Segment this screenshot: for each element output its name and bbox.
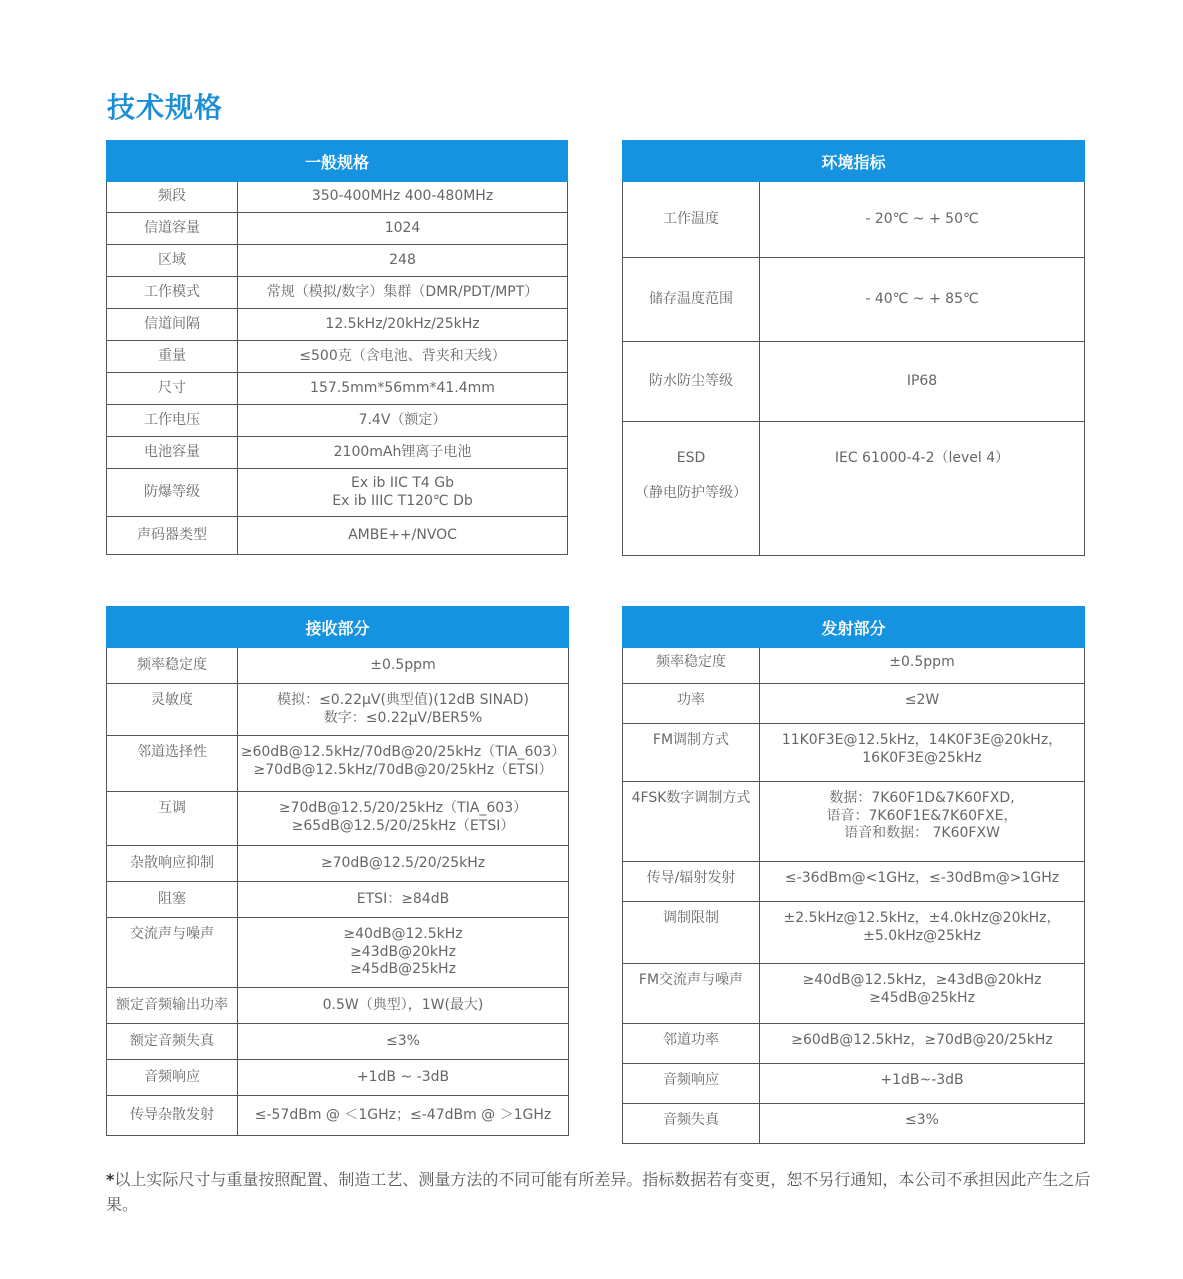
general-row-label: 声码器类型: [107, 517, 238, 555]
receive-specs-table: [106, 606, 569, 1136]
general-row-value: Ex ib IIC T4 Gb Ex ib IIIC T120℃ Db: [238, 469, 568, 517]
environment-row: [623, 258, 1085, 342]
environment-row-value: IP68: [760, 342, 1085, 422]
transmit-row: [623, 1104, 1085, 1144]
receive-row: [107, 648, 569, 684]
receive-row: [107, 792, 569, 846]
general-row-value: 12.5kHz/20kHz/25kHz: [238, 309, 568, 341]
transmit-row-label: 传导/辐射发射: [623, 862, 760, 902]
transmit-row-value: ≤3%: [760, 1104, 1085, 1144]
general-row-label: 电池容量: [107, 437, 238, 469]
transmit-row-value: ≤-36dBm@<1GHz，≤-30dBm@>1GHz: [760, 862, 1085, 902]
transmit-row: [623, 1024, 1085, 1064]
transmit-specs-table: [622, 606, 1085, 1144]
receive-row: [107, 846, 569, 882]
general-row-label: 工作电压: [107, 405, 238, 437]
receive-row-value: ±0.5ppm: [238, 648, 569, 684]
general-row-value: 157.5mm*56mm*41.4mm: [238, 373, 568, 405]
general-row-value: 7.4V（额定）: [238, 405, 568, 437]
receive-row-label: 音频响应: [107, 1060, 238, 1096]
environment-row-label: 工作温度: [623, 182, 760, 258]
general-row: [107, 277, 568, 309]
receive-row-value: ≥40dB@12.5kHz ≥43dB@20kHz ≥45dB@25kHz: [238, 918, 569, 988]
receive-row-label: 额定音频输出功率: [107, 988, 238, 1024]
transmit-row-value: 数据：7K60F1D&7K60FXD, 语音：7K60F1E&7K60FXE， 语音和数据： 7K60FXW: [760, 782, 1085, 862]
footnote-star: *: [106, 1170, 115, 1189]
transmit-row-label: 邻道功率: [623, 1024, 760, 1064]
environment-row-label: 防水防尘等级: [623, 342, 760, 422]
footnote: [106, 1168, 1096, 1218]
environment-specs-header: 环境指标: [623, 141, 1085, 182]
environment-row-label: 储存温度范围: [623, 258, 760, 342]
general-row-label: 信道容量: [107, 213, 238, 245]
transmit-row-value: ≥40dB@12.5kHz，≥43dB@20kHz ≥45dB@25kHz: [760, 964, 1085, 1024]
receive-row: [107, 684, 569, 736]
transmit-row: [623, 902, 1085, 964]
transmit-row: [623, 782, 1085, 862]
receive-row-label: 灵敏度: [107, 684, 238, 736]
general-row-label: 防爆等级: [107, 469, 238, 517]
environment-row: [623, 182, 1085, 258]
receive-row: [107, 1024, 569, 1060]
general-row-label: 工作模式: [107, 277, 238, 309]
transmit-row: [623, 724, 1085, 782]
receive-row: [107, 1096, 569, 1136]
receive-row: [107, 1060, 569, 1096]
receive-row-label: 交流声与噪声: [107, 918, 238, 988]
receive-row: [107, 882, 569, 918]
general-row: [107, 213, 568, 245]
general-row: [107, 405, 568, 437]
transmit-row: [623, 648, 1085, 684]
environment-row-value: - 20℃ ~ + 50℃: [760, 182, 1085, 258]
environment-row-value: - 40℃ ~ + 85℃: [760, 258, 1085, 342]
receive-row-value: ≤-57dBm @ ＜1GHz；≤-47dBm @ ＞1GHz: [238, 1096, 569, 1136]
transmit-row-label: 调制限制: [623, 902, 760, 964]
transmit-row-value: ≤2W: [760, 684, 1085, 724]
transmit-row: [623, 862, 1085, 902]
environment-row: [623, 342, 1085, 422]
general-specs-header: 一般规格: [107, 141, 568, 182]
general-row-value: 350-400MHz 400-480MHz: [238, 182, 568, 213]
transmit-row-label: 功率: [623, 684, 760, 724]
receive-row-label: 邻道选择性: [107, 736, 238, 792]
general-row-value: ≤500克（含电池、背夹和天线）: [238, 341, 568, 373]
transmit-row-value: ±0.5ppm: [760, 648, 1085, 684]
receive-row-value: ≥70dB@12.5/20/25kHz（TIA_603） ≥65dB@12.5/20/25kHz（ETSI）: [238, 792, 569, 846]
receive-row-label: 额定音频失真: [107, 1024, 238, 1060]
general-row-label: 重量: [107, 341, 238, 373]
transmit-row-label: FM调制方式: [623, 724, 760, 782]
transmit-row-label: 音频响应: [623, 1064, 760, 1104]
transmit-row-value: ±2.5kHz@12.5kHz，±4.0kHz@20kHz， ±5.0kHz@25kHz: [760, 902, 1085, 964]
transmit-row-value: +1dB~-3dB: [760, 1064, 1085, 1104]
general-row-value: 1024: [238, 213, 568, 245]
receive-row: [107, 736, 569, 792]
general-row: [107, 182, 568, 213]
general-row: [107, 309, 568, 341]
general-row: [107, 517, 568, 555]
receive-row-label: 杂散响应抑制: [107, 846, 238, 882]
receive-row: [107, 918, 569, 988]
receive-row-value: ≥70dB@12.5/20/25kHz: [238, 846, 569, 882]
receive-row-label: 频率稳定度: [107, 648, 238, 684]
general-row-label: 信道间隔: [107, 309, 238, 341]
environment-row-label: ESD （静电防护等级）: [623, 422, 760, 556]
transmit-row-value: 11K0F3E@12.5kHz，14K0F3E@20kHz， 16K0F3E@25kHz: [760, 724, 1085, 782]
transmit-specs-header: 发射部分: [623, 607, 1085, 648]
receive-row-label: 互调: [107, 792, 238, 846]
page-title: 技术规格: [107, 91, 224, 124]
receive-row-value: 模拟：≤0.22μV(典型值)(12dB SINAD) 数字：≤0.22μV/BER5%: [238, 684, 569, 736]
receive-row-label: 传导杂散发射: [107, 1096, 238, 1136]
environment-specs-table: [622, 140, 1085, 556]
general-row: [107, 245, 568, 277]
general-row-label: 尺寸: [107, 373, 238, 405]
general-row: [107, 469, 568, 517]
transmit-row-label: 4FSK数字调制方式: [623, 782, 760, 862]
general-row: [107, 341, 568, 373]
environment-row-value: IEC 61000-4-2（level 4）: [760, 422, 1085, 556]
environment-row: [623, 422, 1085, 556]
general-row: [107, 437, 568, 469]
transmit-row: [623, 964, 1085, 1024]
general-row-value: 2100mAh锂离子电池: [238, 437, 568, 469]
transmit-row: [623, 1064, 1085, 1104]
general-specs-table: [106, 140, 568, 555]
transmit-row: [623, 684, 1085, 724]
receive-row: [107, 988, 569, 1024]
receive-row-label: 阻塞: [107, 882, 238, 918]
receive-row-value: ≤3%: [238, 1024, 569, 1060]
general-row-label: 区域: [107, 245, 238, 277]
footnote-text: 以上实际尺寸与重量按照配置、制造工艺、测量方法的不同可能有所差异。指标数据若有变更，恕不另行通知，本公司不承担因此产生之后果。: [106, 1170, 1091, 1214]
general-row-value: AMBE++/NVOC: [238, 517, 568, 555]
receive-row-value: +1dB ~ -3dB: [238, 1060, 569, 1096]
receive-row-value: ≥60dB@12.5kHz/70dB@20/25kHz（TIA_603） ≥70dB@12.5kHz/70dB@20/25kHz（ETSI）: [238, 736, 569, 792]
transmit-row-label: FM交流声与噪声: [623, 964, 760, 1024]
general-row-label: 频段: [107, 182, 238, 213]
receive-row-value: 0.5W（典型），1W(最大): [238, 988, 569, 1024]
transmit-row-label: 音频失真: [623, 1104, 760, 1144]
transmit-row-label: 频率稳定度: [623, 648, 760, 684]
general-row-value: 248: [238, 245, 568, 277]
receive-specs-header: 接收部分: [107, 607, 569, 648]
general-row: [107, 373, 568, 405]
receive-row-value: ETSI：≥84dB: [238, 882, 569, 918]
transmit-row-value: ≥60dB@12.5kHz，≥70dB@20/25kHz: [760, 1024, 1085, 1064]
general-row-value: 常规（模拟/数字）集群（DMR/PDT/MPT）: [238, 277, 568, 309]
